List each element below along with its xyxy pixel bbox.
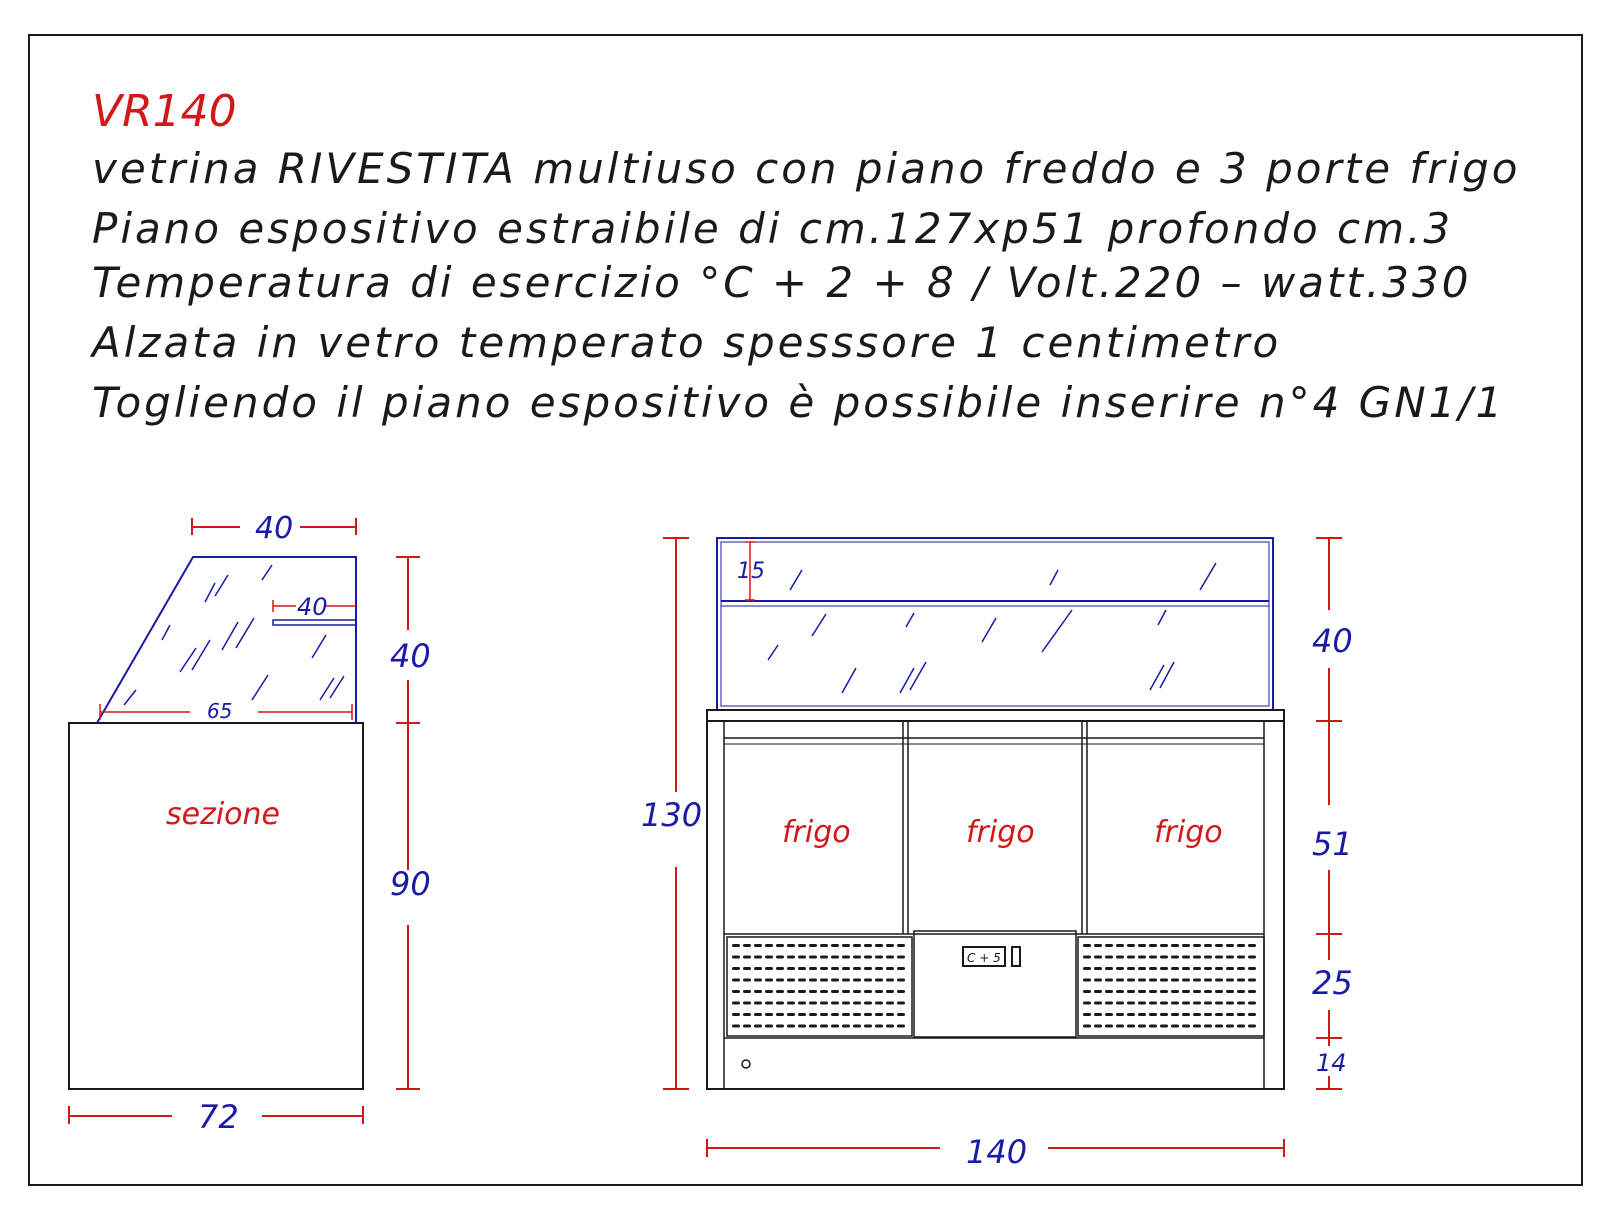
grille-slot — [1083, 967, 1091, 970]
dim-section-body-height-label: 90 — [390, 865, 431, 903]
grille-slot — [1204, 967, 1212, 970]
grille-slot — [1094, 1025, 1102, 1028]
grille-slot — [1116, 979, 1124, 982]
grille-slot — [842, 1002, 850, 1005]
grille-slot — [1127, 1013, 1135, 1016]
grille-slot — [875, 956, 883, 959]
grille-slot — [1204, 979, 1212, 982]
grille-slot — [1248, 1013, 1256, 1016]
grille-slot — [842, 979, 850, 982]
grille-slot — [1083, 944, 1091, 947]
dim-front-right-chain — [1316, 538, 1342, 1089]
grille-slot — [776, 1002, 784, 1005]
grille-slot — [1248, 1025, 1256, 1028]
grille-slot — [1116, 956, 1124, 959]
grille-slot — [754, 1025, 762, 1028]
grille-slot — [776, 979, 784, 982]
grille-slot — [831, 967, 839, 970]
grille-slot — [886, 1025, 894, 1028]
grille-slot — [864, 1002, 872, 1005]
front-glass-inner — [721, 542, 1269, 706]
controller-switch — [1012, 947, 1020, 966]
grille-slot — [1237, 1025, 1245, 1028]
grille-slot — [1127, 967, 1135, 970]
grille-slot — [1138, 979, 1146, 982]
grille-slot — [875, 990, 883, 993]
grille-slot — [1226, 1013, 1234, 1016]
grille-slot — [853, 944, 861, 947]
grille-slot — [1237, 956, 1245, 959]
front-glass-canopy — [717, 538, 1273, 710]
grille-slot — [1193, 1013, 1201, 1016]
grille-slot — [1160, 990, 1168, 993]
grille-slot — [820, 1025, 828, 1028]
grille-slot — [1105, 1013, 1113, 1016]
header-block — [89, 86, 1521, 427]
grille-slot — [831, 1002, 839, 1005]
model-code: VR140 — [92, 86, 237, 137]
grille-slot — [1226, 967, 1234, 970]
grille-slot — [732, 1025, 740, 1028]
grille-slot — [820, 967, 828, 970]
grille-slot — [864, 1025, 872, 1028]
grille-slot — [1171, 990, 1179, 993]
dim-front-total-height-label: 130 — [641, 796, 703, 834]
grille-slot — [765, 956, 773, 959]
grille-slot — [754, 990, 762, 993]
dim-section-shelf-label: 40 — [297, 593, 328, 621]
grille-slot — [1182, 1013, 1190, 1016]
grille-slot — [1083, 1002, 1091, 1005]
grille-slot — [897, 956, 905, 959]
grille-slot — [853, 1002, 861, 1005]
description-line-1: vetrina RIVESTITA multiuso con piano freddo e 3 porte frigo — [92, 144, 1521, 193]
grille-slot — [1105, 944, 1113, 947]
grille-slot — [897, 1025, 905, 1028]
grille-slot — [875, 967, 883, 970]
grille-slot — [1127, 944, 1135, 947]
section-glass-reflections — [124, 565, 344, 705]
grille-slot — [1237, 979, 1245, 982]
grille-slot — [1182, 1025, 1190, 1028]
grille-slot — [1226, 1002, 1234, 1005]
grille-slot — [897, 990, 905, 993]
grille-slot — [787, 967, 795, 970]
grille-slot — [798, 1002, 806, 1005]
grille-slot — [1160, 944, 1168, 947]
grille-slot — [864, 944, 872, 947]
grille-slot — [875, 1013, 883, 1016]
front-view — [641, 538, 1353, 1171]
grille-slot — [831, 979, 839, 982]
grille-slot — [1215, 990, 1223, 993]
grille-slot — [809, 990, 817, 993]
grille-slot — [1237, 967, 1245, 970]
grille-slot — [1160, 956, 1168, 959]
grille-slot — [1248, 944, 1256, 947]
grille-slot — [1116, 944, 1124, 947]
grille-slot — [1149, 956, 1157, 959]
grille-slot — [1116, 967, 1124, 970]
grille-slot — [787, 1002, 795, 1005]
grille-slot — [886, 944, 894, 947]
grille-slot — [1149, 967, 1157, 970]
grille-slot — [1237, 990, 1245, 993]
grille-slot — [732, 956, 740, 959]
grille-slot — [1182, 956, 1190, 959]
grille-slot — [1083, 979, 1091, 982]
grille-slot — [743, 1002, 751, 1005]
grille-slot — [765, 1013, 773, 1016]
grille-slot — [809, 944, 817, 947]
grille-slot — [1105, 967, 1113, 970]
grille-slot — [754, 1002, 762, 1005]
grille-slot — [1127, 979, 1135, 982]
grille-slot — [809, 1025, 817, 1028]
grille-slot — [1193, 1002, 1201, 1005]
grille-slot — [1116, 1025, 1124, 1028]
grille-slot — [743, 967, 751, 970]
grille-slot — [1171, 1002, 1179, 1005]
grille-slot — [1171, 967, 1179, 970]
front-countertop — [707, 710, 1284, 721]
grille-slot — [897, 1002, 905, 1005]
grille-slot — [1204, 990, 1212, 993]
grille-slot — [897, 944, 905, 947]
grille-slot — [1127, 990, 1135, 993]
grille-slot — [1248, 979, 1256, 982]
grille-slot — [754, 944, 762, 947]
grille-slot — [776, 1025, 784, 1028]
grille-slot — [853, 990, 861, 993]
grille-slot — [732, 1013, 740, 1016]
grille-slot — [875, 979, 883, 982]
grille-slot — [897, 979, 905, 982]
grille-slot — [820, 1013, 828, 1016]
grille-slot — [1094, 967, 1102, 970]
grille-slot — [1226, 990, 1234, 993]
grille-slot — [1215, 1013, 1223, 1016]
grille-slot — [820, 956, 828, 959]
grille-slot — [809, 967, 817, 970]
grille-slot — [732, 990, 740, 993]
grille-slot — [765, 967, 773, 970]
grille-slot — [809, 1002, 817, 1005]
dim-section-depth-label: 72 — [198, 1098, 239, 1136]
grille-slot — [1226, 944, 1234, 947]
grille-slot — [1193, 979, 1201, 982]
grille-slot — [1215, 1025, 1223, 1028]
grille-slot — [798, 956, 806, 959]
grille-slot — [798, 979, 806, 982]
grille-slot — [776, 967, 784, 970]
grille-slot — [1083, 990, 1091, 993]
section-cabinet — [69, 723, 363, 1089]
grille-slot — [1215, 979, 1223, 982]
grille-slot — [765, 944, 773, 947]
grille-slot — [798, 967, 806, 970]
dim-front-width-label: 140 — [966, 1133, 1028, 1171]
grille-slot — [1248, 1002, 1256, 1005]
compartment-label-2: frigo — [966, 815, 1035, 850]
dim-front-door-height-label: 51 — [1312, 825, 1353, 863]
grille-slot — [1138, 1013, 1146, 1016]
grille-slot — [853, 956, 861, 959]
grille-slot — [1083, 956, 1091, 959]
grille-slot — [1248, 956, 1256, 959]
grille-slot — [820, 990, 828, 993]
section-view — [69, 511, 431, 1136]
grille-slot — [1215, 944, 1223, 947]
grille-slot — [1138, 990, 1146, 993]
grille-slot — [754, 967, 762, 970]
grille-slot — [743, 944, 751, 947]
grille-slot — [1094, 979, 1102, 982]
grille-slot — [842, 967, 850, 970]
description-line-5: Togliendo il piano espositivo è possibile inserire n°4 GN1/1 — [92, 378, 1506, 427]
grille-slot — [842, 1025, 850, 1028]
grille-slot — [754, 1013, 762, 1016]
grille-slot — [864, 956, 872, 959]
grille-slot — [1127, 1025, 1135, 1028]
grille-slot — [776, 944, 784, 947]
grille-slot — [1226, 979, 1234, 982]
grille-slot — [732, 944, 740, 947]
grille-slot — [1182, 979, 1190, 982]
grille-slot — [1226, 956, 1234, 959]
grille-slot — [809, 1013, 817, 1016]
description-line-3: Temperatura di esercizio °C + 2 + 8 / Volt.220 – watt.330 — [92, 258, 1472, 307]
grille-slot — [732, 979, 740, 982]
description-line-4: Alzata in vetro temperato spesssore 1 centimetro — [92, 318, 1282, 367]
grille-slot — [1193, 944, 1201, 947]
grille-slot — [886, 1013, 894, 1016]
grille-slot — [886, 990, 894, 993]
grille-slot — [1215, 1002, 1223, 1005]
grille-slot — [1182, 967, 1190, 970]
grille-slot — [743, 956, 751, 959]
grille-slot — [776, 990, 784, 993]
dim-section-glass-base-label: 65 — [207, 699, 233, 723]
grille-slot — [776, 1013, 784, 1016]
grille-slot — [1193, 990, 1201, 993]
grille-slot — [1171, 944, 1179, 947]
front-cabinet — [707, 721, 1284, 1089]
grille-slot — [1094, 956, 1102, 959]
grille-slot — [864, 990, 872, 993]
grille-slot — [1160, 1013, 1168, 1016]
grille-slot — [809, 956, 817, 959]
dim-front-grille-height-label: 25 — [1312, 964, 1353, 1002]
grille-slot — [754, 979, 762, 982]
grille-slot — [776, 956, 784, 959]
grille-slot — [1193, 967, 1201, 970]
grille-slot — [842, 1013, 850, 1016]
grille-slot — [1149, 1013, 1157, 1016]
grille-slot — [1182, 1002, 1190, 1005]
grille-slot — [787, 990, 795, 993]
grille-slot — [875, 944, 883, 947]
grille-slot — [842, 956, 850, 959]
grille-slot — [1116, 1013, 1124, 1016]
grille-slot — [798, 1013, 806, 1016]
grille-slot — [1160, 979, 1168, 982]
grille-slot — [798, 944, 806, 947]
grille-slot — [1094, 1002, 1102, 1005]
grille-slot — [765, 1025, 773, 1028]
front-grille-right — [1078, 937, 1264, 1036]
grille-slot — [754, 956, 762, 959]
grille-slot — [1105, 990, 1113, 993]
grille-slot — [853, 1025, 861, 1028]
grille-slot — [1237, 1002, 1245, 1005]
grille-slot — [743, 1025, 751, 1028]
grille-slot — [886, 979, 894, 982]
grille-slot — [1094, 1013, 1102, 1016]
front-grille-left — [727, 937, 912, 1036]
grille-slot — [1083, 1025, 1091, 1028]
grille-slot — [743, 990, 751, 993]
grille-slot — [1226, 1025, 1234, 1028]
grille-slot — [1105, 956, 1113, 959]
grille-slot — [853, 979, 861, 982]
grille-slot — [897, 1013, 905, 1016]
grille-slot — [787, 956, 795, 959]
grille-slot — [1138, 967, 1146, 970]
compartment-label-1: frigo — [782, 815, 851, 850]
grille-slot — [1160, 1025, 1168, 1028]
grille-slot — [1138, 1002, 1146, 1005]
grille-slot — [787, 1013, 795, 1016]
grille-slot — [1138, 1025, 1146, 1028]
front-glass-reflections — [768, 563, 1216, 693]
grille-slot — [1237, 944, 1245, 947]
grille-slot — [809, 979, 817, 982]
grille-slot — [1083, 1013, 1091, 1016]
grille-slot — [820, 1002, 828, 1005]
grille-slot — [875, 1002, 883, 1005]
grille-slot — [1171, 979, 1179, 982]
grille-slot — [886, 956, 894, 959]
grille-slot — [1237, 1013, 1245, 1016]
grille-slot — [1182, 990, 1190, 993]
grille-slot — [1149, 944, 1157, 947]
grille-slot — [831, 990, 839, 993]
grille-slot — [1182, 944, 1190, 947]
grille-slot — [831, 1025, 839, 1028]
grille-slot — [864, 979, 872, 982]
compartment-label-3: frigo — [1154, 815, 1223, 850]
dim-front-glass-height-label: 40 — [1312, 622, 1353, 660]
grille-slot — [787, 1025, 795, 1028]
grille-slot — [1138, 944, 1146, 947]
grille-slot — [1105, 979, 1113, 982]
grille-slot — [1215, 956, 1223, 959]
grille-slot — [1204, 1002, 1212, 1005]
dim-front-glass-gap-label: 15 — [737, 559, 765, 584]
grille-slot — [1105, 1025, 1113, 1028]
grille-slot — [1171, 1025, 1179, 1028]
grille-slot — [842, 990, 850, 993]
grille-slot — [787, 979, 795, 982]
grille-slot — [1138, 956, 1146, 959]
grille-slot — [875, 1025, 883, 1028]
grille-slot — [732, 1002, 740, 1005]
grille-slot — [1204, 1025, 1212, 1028]
grille-slot — [765, 990, 773, 993]
grille-slot — [1248, 967, 1256, 970]
grille-slot — [1204, 956, 1212, 959]
grille-slot — [1149, 990, 1157, 993]
grille-slot — [765, 1002, 773, 1005]
description-line-2: Piano espositivo estraibile di cm.127xp51 profondo cm.3 — [92, 204, 1454, 253]
grille-slot — [1116, 990, 1124, 993]
grille-slot — [1160, 967, 1168, 970]
grille-slot — [897, 967, 905, 970]
grille-slot — [864, 967, 872, 970]
grille-slot — [1160, 1002, 1168, 1005]
grille-slot — [1204, 944, 1212, 947]
grille-slot — [886, 967, 894, 970]
grille-slot — [1171, 956, 1179, 959]
grille-slot — [787, 944, 795, 947]
grille-slot — [831, 1013, 839, 1016]
lock-icon — [742, 1060, 750, 1068]
grille-slot — [1204, 1013, 1212, 1016]
grille-slot — [820, 979, 828, 982]
dim-front-plinth-height-label: 14 — [1316, 1049, 1347, 1077]
dim-section-glass-height-label: 40 — [390, 637, 431, 675]
grille-slot — [798, 990, 806, 993]
grille-slot — [853, 967, 861, 970]
grille-slot — [1215, 967, 1223, 970]
grille-slot — [842, 944, 850, 947]
grille-slot — [831, 956, 839, 959]
grille-slot — [765, 979, 773, 982]
grille-slot — [886, 1002, 894, 1005]
grille-slot — [1127, 956, 1135, 959]
grille-slot — [853, 1013, 861, 1016]
grille-slot — [1193, 1025, 1201, 1028]
grille-slot — [1149, 979, 1157, 982]
grille-slot — [1094, 944, 1102, 947]
grille-slot — [1127, 1002, 1135, 1005]
grille-slot — [798, 1025, 806, 1028]
grille-slot — [1171, 1013, 1179, 1016]
grille-slot — [1149, 1025, 1157, 1028]
dim-section-top-width-label: 40 — [255, 511, 294, 546]
grille-slot — [1248, 990, 1256, 993]
grille-slot — [820, 944, 828, 947]
grille-slot — [1105, 1002, 1113, 1005]
grille-slot — [732, 967, 740, 970]
grille-slot — [1094, 990, 1102, 993]
grille-slot — [1116, 1002, 1124, 1005]
grille-slot — [1149, 1002, 1157, 1005]
grille-slot — [864, 1013, 872, 1016]
grille-slot — [1193, 956, 1201, 959]
grille-slot — [743, 979, 751, 982]
controller-display-text: C + 5 — [967, 951, 1001, 965]
grille-slot — [831, 944, 839, 947]
section-label: sezione — [166, 797, 280, 832]
grille-slot — [743, 1013, 751, 1016]
